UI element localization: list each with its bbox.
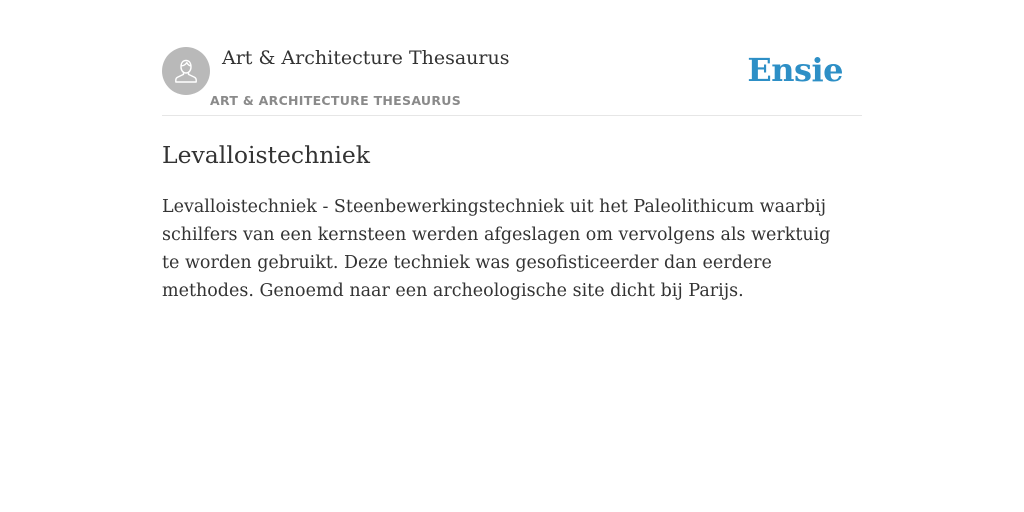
article-body: Levalloistechniek - Steenbewerkingstechniek uit het Paleolithicum waarbij schilfers van een kernsteen werden afgeslagen om vervolgens als werktuig te worden gebruikt. Deze techniek was gesofisticeerder dan eerdere methodes. Genoemd naar een archeologische site dicht bij Parijs.	[162, 197, 831, 301]
brand-logo-link[interactable]: Ensie	[747, 51, 843, 89]
author-name-link[interactable]: Art & Architecture Thesaurus	[222, 47, 510, 69]
author-avatar[interactable]	[162, 47, 210, 95]
author-subtitle: ART & ARCHITECTURE THESAURUS	[210, 93, 462, 108]
content-container	[162, 0, 862, 301]
article-header	[162, 0, 862, 116]
user-silhouette-icon	[171, 56, 201, 86]
article-title: Levalloistechniek	[162, 141, 371, 169]
